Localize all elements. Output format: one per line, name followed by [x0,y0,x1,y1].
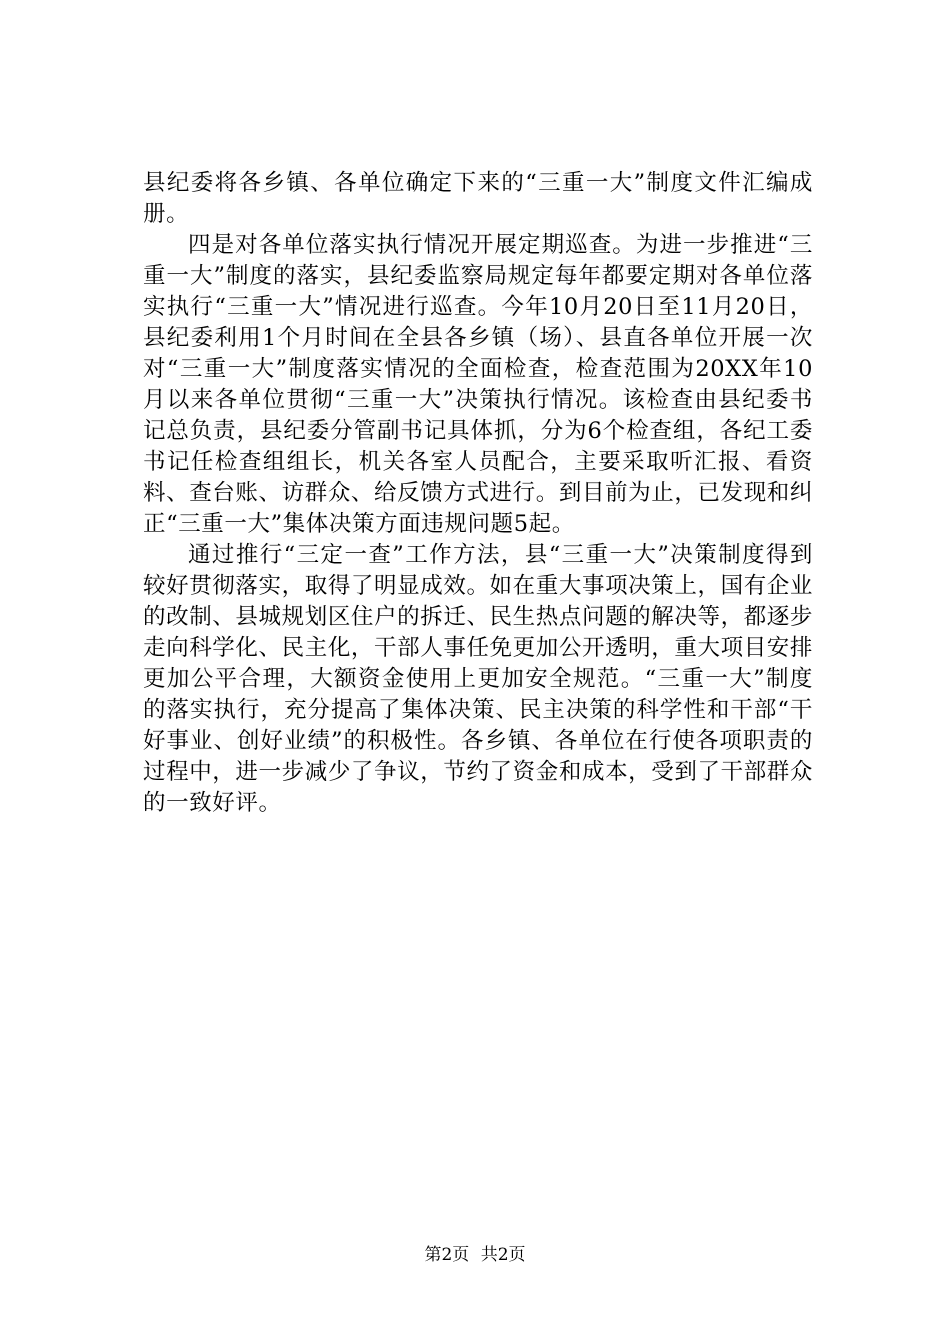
page-footer [0,1243,950,1267]
paragraph-continuation: 县纪委将各乡镇、各单位确定下来的“三重一大”制度文件汇编成册。 [143,170,813,227]
paragraph-results: 通过推行“三定一查”工作方法，县“三重一大”决策制度得到较好贯彻落实，取得了明显成效。如在重大事项决策上，国有企业的改制、县城规划区住户的拆迁、民生热点问题的解决等，都逐步走向科学化、民主化，干部人事任免更加公开透明，重大项目安排更加公平合理，大额资金使用上更加安全规范。“三重一大”制度的落实执行，充分提高了集体决策、民主决策的科学性和干部“干好事业、创好业绩”的积极性。各乡镇、各单位在行使各项职责的过程中，进一步减少了争议，节约了资金和成本，受到了干部群众的一致好评。 [143,542,813,816]
paragraph-inspection: 四是对各单位落实执行情况开展定期巡查。为进一步推进“三重一大”制度的落实，县纪委监察局规定每年都要定期对各单位落实执行“三重一大”情况进行巡查。今年10月20日至11月20日，县纪委利用1个月时间在全县各乡镇（场）、县直各单位开展一次对“三重一大”制度落实情况的全面检查，检查范围为20XX年10月以来各单位贯彻“三重一大”决策执行情况。该检查由县纪委书记总负责，县纪委分管副书记具体抓，分为6个检查组，各纪工委书记任检查组组长，机关各室人员配合，主要采取听汇报、看资料、查台账、访群众、给反馈方式进行。到目前为止，已发现和纠正“三重一大”集体决策方面违规问题5起。 [143,232,813,537]
document-body [143,168,813,819]
page-number-total: 共2页 [480,1245,526,1265]
page-number-current: 第2页 [424,1245,470,1265]
